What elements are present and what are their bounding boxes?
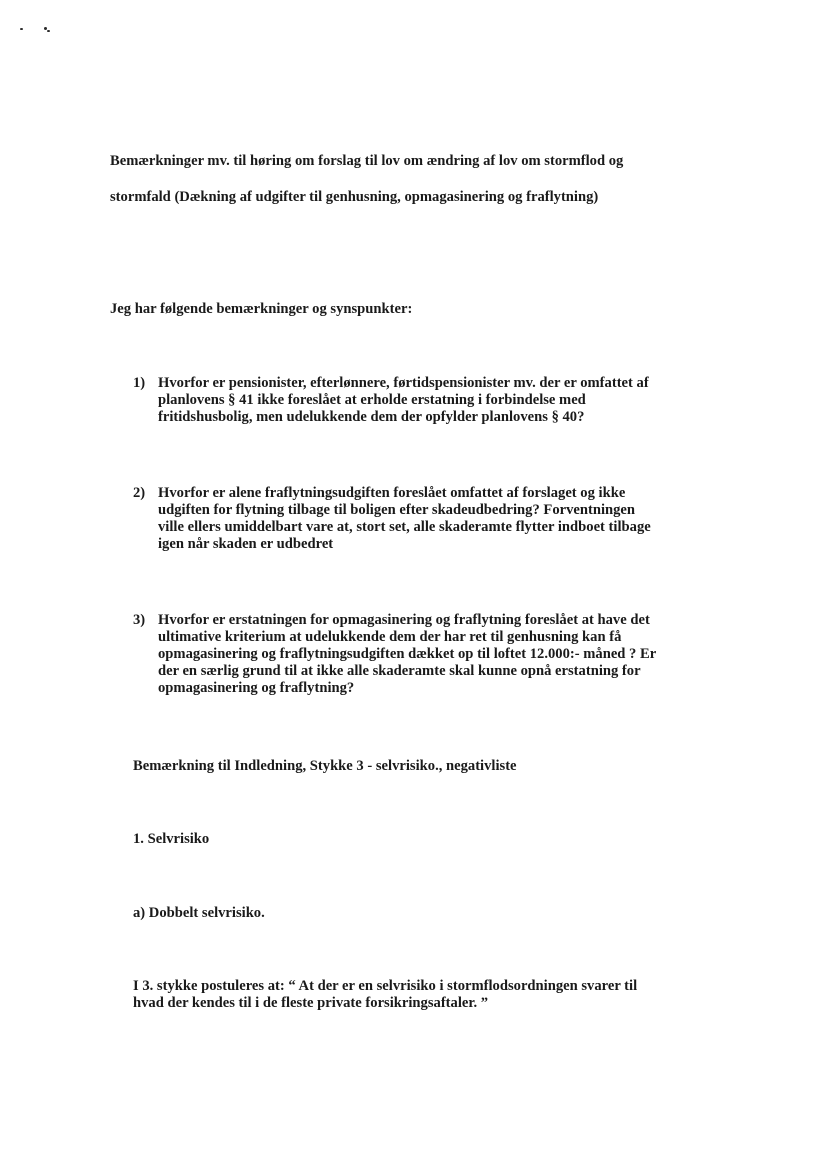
question-1: [133, 375, 693, 426]
question-3: [133, 612, 693, 697]
question-line: opmagasinering og fraflytning?: [158, 680, 355, 696]
subheading-dobbelt-selvrisiko: a) Dobbelt selvrisiko.: [133, 905, 265, 921]
question-line: fritidshusbolig, men udelukkende dem der opfylder planlovens § 40?: [158, 409, 585, 425]
scan-speck: [20, 28, 23, 30]
question-line: planlovens § 41 ikke foreslået at erholde erstatning i forbindelse med: [158, 392, 586, 408]
question-line: Hvorfor er erstatningen for opmagasinering og fraflytning foreslået at have det: [158, 612, 650, 628]
intro-text: Jeg har følgende bemærkninger og synspunkter:: [110, 301, 413, 317]
question-number: 1): [133, 375, 146, 391]
question-line: der en særlig grund til at ikke alle skaderamte skal kunne opnå erstatning for: [158, 663, 641, 679]
question-line: Hvorfor er alene fraflytningsudgiften foreslået omfattet af forslaget og ikke: [158, 485, 626, 501]
remark-heading: Bemærkning til Indledning, Stykke 3 - selvrisiko., negativliste: [133, 758, 517, 774]
question-2: [133, 485, 693, 553]
question-line: udgiften for flytning tilbage til boligen efter skadeudbedring? Forventningen: [158, 502, 636, 518]
question-line: ville ellers umiddelbart vare at, stort set, alle skaderamte flytter indboet tilbage: [158, 519, 651, 535]
document-title-line-1: Bemærkninger mv. til høring om forslag til lov om ændring af lov om stormflod og: [110, 153, 624, 169]
question-line: Hvorfor er pensionister, efterlønnere, førtidspensionister mv. der er omfattet af: [158, 375, 649, 391]
quote-line-1: I 3. stykke postuleres at: “ At der er en selvrisiko i stormflodsordningen svarer til: [133, 978, 638, 994]
question-line: igen når skaden er udbedret: [158, 536, 334, 552]
question-number: 2): [133, 485, 146, 501]
subheading-selvrisiko: 1. Selvrisiko: [133, 831, 210, 847]
question-line: ultimative kriterium at udelukkende dem der har ret til genhusning kan få: [158, 629, 622, 645]
scan-speck: [47, 30, 50, 32]
question-number: 3): [133, 612, 146, 628]
question-line: opmagasinering og fraflytningsudgiften dækket op til loftet 12.000:- måned ? Er: [158, 646, 657, 662]
document-title-line-2: stormfald (Dækning af udgifter til genhusning, opmagasinering og fraflytning): [110, 189, 599, 205]
quote-line-2: hvad der kendes til i de fleste private forsikringsaftaler. ”: [133, 995, 489, 1011]
